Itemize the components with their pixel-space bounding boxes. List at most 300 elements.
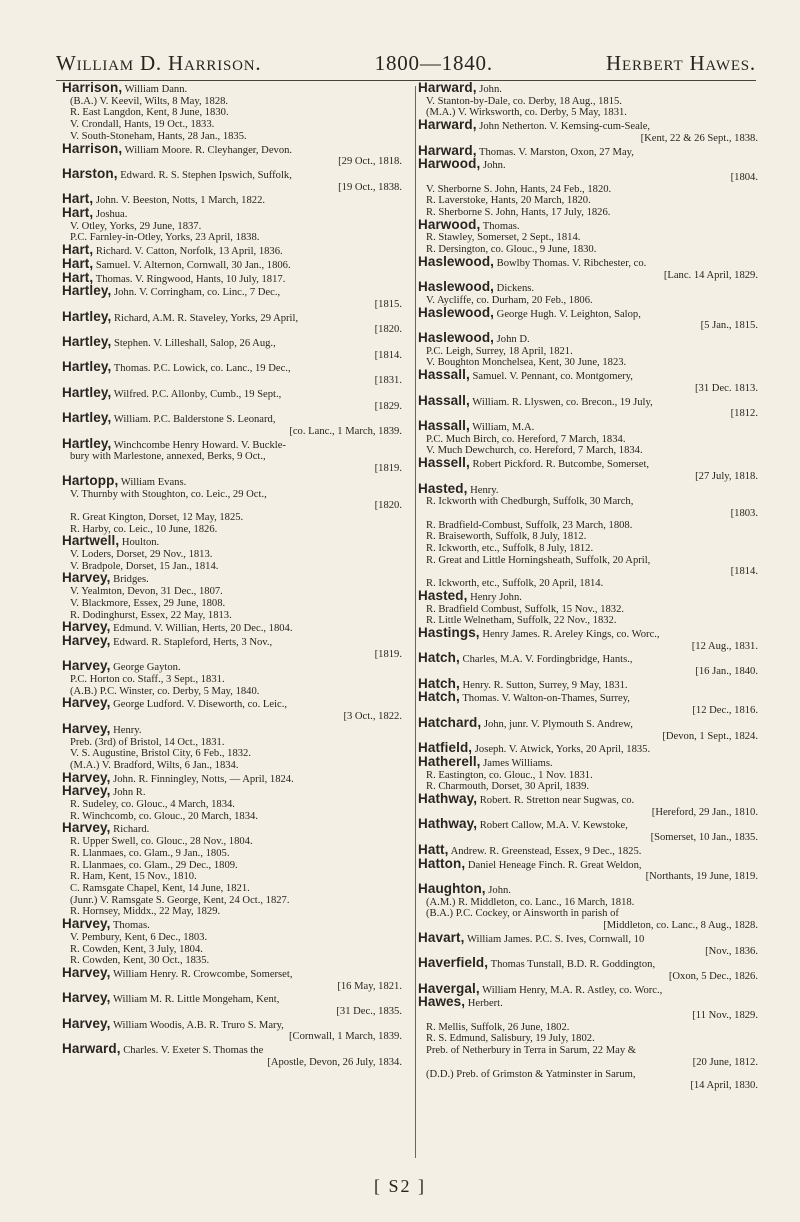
preferment-line: [Northants, 19 June, 1819. [645, 871, 758, 883]
index-entry [418, 818, 758, 843]
index-entry [418, 691, 758, 716]
entry-heading [62, 1043, 402, 1057]
preferment-line: [Kent, 22 & 26 Sept., 1838. [640, 132, 758, 144]
surname: Hasted, [418, 587, 468, 603]
preferment-line: [1820. [374, 500, 402, 512]
preferment-line: R. Hornsey, Middx., 22 May, 1829. [70, 906, 221, 918]
entry-heading [418, 281, 758, 295]
index-entry [62, 165, 402, 193]
preferment-line: V. South-Stoneham, Hants, 28 Jan., 1835. [70, 130, 247, 142]
preferment-line: [16 May, 1821. [337, 980, 402, 992]
entry-heading [418, 841, 758, 858]
surname: Hart, [62, 242, 94, 258]
entry-heading [418, 818, 758, 832]
surname: Hathway, [418, 791, 478, 807]
entry-heading [418, 216, 758, 233]
surname: Hatfield, [418, 740, 473, 756]
index-entry [62, 207, 402, 244]
surname: Harrison, [62, 80, 123, 95]
index-entry [62, 412, 402, 437]
preferment-line: V. Much Dewchurch, co. Hereford, 7 March, 1834. [426, 445, 643, 457]
preferment-line: R. Dersington, co. Glouc., 9 June, 1830. [426, 244, 597, 256]
surname: Haslewood, [418, 253, 495, 269]
preferment-line: R. Mellis, Suffolk, 26 June, 1802. [426, 1021, 570, 1033]
entry-heading [418, 253, 758, 270]
index-entry [62, 785, 402, 822]
index-entry [62, 384, 402, 412]
preferment-line: V. Bradpole, Dorset, 15 Jan., 1814. [70, 560, 219, 572]
index-entry [418, 480, 758, 590]
preferment-line: P.C. Leigh, Surrey, 18 April, 1821. [426, 345, 573, 357]
entry-detail: William Moore. R. Cleyhanger, Devon. [122, 144, 293, 156]
preferment-line: [Hereford, 29 Jan., 1810. [651, 806, 758, 818]
surname: Harwood, [418, 156, 481, 172]
preferment-line: V. Crondall, Hants, 19 Oct., 1833. [70, 119, 215, 131]
surname: Harvey, [62, 769, 111, 785]
entry-detail: William Dann. [122, 84, 188, 95]
entry-heading [62, 384, 402, 401]
index-entry [62, 992, 402, 1017]
entry-heading [418, 691, 758, 705]
preferment-line: P.C. Farnley-in-Otley, Yorks, 23 April, 1838. [70, 232, 260, 244]
preferment-line: R. Bradfield Combust, Suffolk, 15 Nov., 1832. [426, 603, 625, 615]
surname: Hatch, [418, 675, 460, 691]
entry-heading [418, 980, 758, 997]
preferment-line: R. Braiseworth, Suffolk, 8 July, 1812. [426, 531, 587, 543]
entry-detail: Thomas. V. Walton-on-Thames, Surrey, [459, 693, 630, 705]
preferment-line: [Cornwall, 1 March, 1839. [289, 1031, 402, 1043]
preferment-line: R. Cowden, Kent, 30 Oct., 1835. [70, 955, 210, 967]
index-entry [62, 697, 402, 722]
surname: Hassall, [418, 392, 470, 408]
index-entry [62, 472, 402, 536]
index-entry [418, 675, 758, 692]
index-entry [418, 957, 758, 982]
preferment-line: R. Winchcomb, co. Glouc., 20 March, 1834. [70, 810, 258, 822]
preferment-line: V. Loders, Dorset, 29 Nov., 1813. [70, 549, 213, 561]
entry-detail: William Evans. [118, 476, 187, 488]
running-head [56, 28, 756, 81]
entry-detail: John. [476, 84, 502, 95]
entry-heading [62, 822, 402, 836]
preferment-line: [Lanc. 14 April, 1829. [663, 269, 758, 281]
entry-heading [62, 336, 402, 350]
entry-detail: William Woodis, A.B. R. Truro S. Mary, [110, 1019, 284, 1031]
entry-detail: William M. R. Little Mongeham, Kent, [110, 994, 280, 1006]
preferment-line: (A.B.) P.C. Winster, co. Derby, 5 May, 1840. [70, 685, 260, 697]
entry-detail: Thomas. V. Marston, Oxon, 27 May, [476, 146, 634, 158]
index-entry [62, 140, 402, 168]
index-entry [62, 769, 402, 786]
surname: Havergal, [418, 980, 480, 996]
entry-heading [418, 855, 758, 872]
preferment-line: R. S. Edmund, Salisbury, 19 July, 1802. [426, 1033, 595, 1045]
preferment-line: [Somerset, 10 Jan., 1835. [650, 832, 758, 844]
entry-detail: Henry James. R. Areley Kings, co. Worc., [479, 628, 660, 640]
surname: Hartley, [62, 384, 112, 400]
surname: Hartley, [62, 334, 112, 350]
preferment-line: [3 Oct., 1822. [343, 711, 402, 723]
surname: Harward, [62, 1041, 121, 1057]
preferment-line: R. Ickworth, etc., Suffolk, 20 April, 1814. [426, 578, 604, 590]
entry-detail: Joshua. [93, 209, 128, 221]
surname: Harvey, [62, 632, 111, 648]
header-left: William D. Harrison. [56, 51, 262, 75]
entry-heading [62, 244, 402, 258]
preferment-line: V. Blackmore, Essex, 29 June, 1808. [70, 597, 226, 609]
preferment-line: R. Ickworth, etc., Suffolk, 8 July, 1812. [426, 543, 594, 555]
entry-heading [62, 572, 402, 586]
preferment-line: R. Laverstoke, Hants, 20 March, 1820. [426, 195, 591, 207]
entry-detail: Thomas. [480, 220, 520, 232]
entry-heading [418, 480, 758, 497]
entry-detail: Robert. R. Stretton near Sugwas, co. [477, 795, 635, 807]
entry-detail: Richard. [110, 824, 150, 836]
index-entry [62, 244, 402, 258]
entry-detail: Charles. V. Exeter S. Thomas the [120, 1045, 264, 1057]
index-entry [418, 587, 758, 627]
header-center: 1800—1840. [374, 51, 493, 75]
preferment-line: [1819. [374, 648, 402, 660]
preferment-line: [1829. [374, 400, 402, 412]
entry-detail: Robert Pickford. R. Butcombe, Somerset, [469, 459, 650, 471]
entry-detail: Edward. R. Stapleford, Herts, 3 Nov., [110, 636, 273, 648]
entry-detail: William. R. Llyswen, co. Brecon., 19 July, [469, 396, 653, 408]
entry-heading [62, 285, 402, 299]
entry-detail: Henry. R. Sutton, Surrey, 9 May, 1831. [459, 679, 628, 691]
entry-heading [418, 714, 758, 731]
header-right: Herbert Hawes. [606, 51, 756, 75]
preferment-line: (D.D.) Preb. of Grimston & Yatminster in Sarum, [426, 1068, 636, 1080]
surname: Harward, [418, 142, 477, 158]
entry-detail: Bridges. [110, 574, 149, 586]
preferment-line: bury with Marlestone, annexed, Berks, 9 Oct., [70, 451, 266, 463]
preferment-line: [11 Nov., 1829. [692, 1010, 758, 1022]
entry-detail: Thomas. V. Ringwood, Hants, 10 July, 1817. [93, 273, 286, 285]
preferment-line: R. Great Kington, Dorset, 12 May, 1825. [70, 511, 244, 523]
preferment-line: V. Boughton Monchelsea, Kent, 30 June, 1823. [426, 357, 627, 369]
surname: Hasted, [418, 480, 468, 496]
entry-heading [62, 621, 402, 635]
entry-detail: Charles, M.A. V. Fordingbridge, Hants., [459, 654, 633, 666]
surname: Harvey, [62, 990, 111, 1006]
preferment-line: R. Dodinghurst, Essex, 22 May, 1813. [70, 609, 232, 621]
entry-detail: John R. [110, 787, 146, 799]
entry-heading [418, 158, 758, 172]
entry-heading [62, 412, 402, 426]
entry-heading [62, 769, 402, 786]
index-entry [418, 392, 758, 420]
entry-detail: Edward. R. S. Stephen Ipswich, Suffolk, [117, 169, 292, 181]
surname: Haslewood, [418, 330, 495, 346]
entry-heading [418, 82, 758, 96]
entry-detail: Richard, A.M. R. Staveley, Yorks, 29 April, [111, 312, 299, 324]
surname: Hatch, [418, 689, 460, 705]
index-entry [418, 929, 758, 957]
index-entry [62, 632, 402, 660]
entry-heading [418, 996, 758, 1010]
signature-mark: [ S2 ] [374, 1176, 426, 1196]
index-entry [62, 572, 402, 621]
index-entry [62, 1015, 402, 1043]
index-entry [62, 269, 402, 286]
surname: Hartopp, [62, 472, 119, 488]
preferment-line: V. S. Augustine, Bristol City, 6 Feb., 1832. [70, 748, 251, 760]
preferment-line: R. Eastington, co. Glouc., 1 Nov. 1831. [426, 769, 593, 781]
preferment-line: [14 April, 1830. [690, 1080, 758, 1092]
surname: Harvey, [62, 619, 111, 635]
preferment-line: R. East Langdon, Kent, 8 June, 1830. [70, 107, 229, 119]
preferment-line: [16 Jan., 1840. [695, 666, 758, 678]
entry-heading [62, 269, 402, 286]
preferment-line: [1803. [730, 507, 758, 519]
surname: Havart, [418, 929, 465, 945]
index-entry [62, 964, 402, 992]
entry-detail: William. P.C. Balderstone S. Leonard, [111, 414, 276, 426]
preferment-line: [co. Lanc., 1 March, 1839. [289, 425, 402, 437]
preferment-line: (M.A.) V. Bradford, Wilts, 6 Jan., 1834. [70, 759, 239, 771]
entry-heading [62, 964, 402, 981]
surname: Hatton, [418, 855, 466, 871]
index-entry [418, 457, 758, 482]
index-entry [62, 660, 402, 697]
preferment-line: (B.A.) P.C. Cockey, or Ainsworth in parish of [426, 908, 619, 920]
entry-heading [62, 785, 402, 799]
surname: Harvey, [62, 916, 111, 932]
surname: Hartley, [62, 308, 112, 324]
entry-detail: John. R. Finningley, Notts, — April, 1824. [110, 773, 294, 785]
index-entry [418, 624, 758, 652]
entry-detail: Henry. [110, 724, 142, 736]
surname: Hartley, [62, 435, 112, 451]
index-entry [62, 621, 402, 635]
entry-detail: Henry John. [467, 591, 522, 603]
surname: Harrison, [62, 140, 123, 156]
entry-heading [62, 140, 402, 157]
preferment-line: [1815. [374, 298, 402, 310]
entry-heading [62, 720, 402, 737]
entry-detail: Samuel. V. Pennant, co. Montgomery, [469, 371, 633, 383]
entry-heading [62, 165, 402, 182]
preferment-line: R. Bradfield-Combust, Suffolk, 23 March, 1808. [426, 519, 633, 531]
preferment-line: [Nov., 1836. [705, 945, 758, 957]
entry-heading [418, 753, 758, 770]
entry-detail: John D. [494, 334, 530, 346]
index-entry [62, 435, 402, 475]
index-entry [418, 753, 758, 793]
surname: Harwood, [418, 216, 481, 232]
preferment-line: [19 Oct., 1838. [338, 181, 402, 193]
preferment-line: [Apostle, Devon, 26 July, 1834. [267, 1056, 402, 1068]
preferment-line: [1814. [374, 349, 402, 361]
entry-detail: William Henry. R. Crowcombe, Somerset, [110, 968, 293, 980]
surname: Hassall, [418, 417, 470, 433]
entry-heading [418, 369, 758, 383]
preferment-line: [1819. [374, 463, 402, 475]
surname: Hatchard, [418, 714, 482, 730]
index-entry [62, 193, 402, 207]
surname: Hart, [62, 205, 94, 221]
index-entry [418, 82, 758, 119]
preferment-line: V. Otley, Yorks, 29 June, 1837. [70, 220, 202, 232]
index-entry [418, 417, 758, 457]
preferment-line: [5 Jan., 1815. [700, 320, 758, 332]
surname: Hatch, [418, 650, 460, 666]
surname: Harvey, [62, 570, 111, 586]
preferment-line: V. Sherborne S. John, Hants, 24 Feb., 1820. [426, 183, 612, 195]
surname: Harvey, [62, 658, 111, 674]
index-entry [62, 1043, 402, 1068]
entry-detail: Joseph. V. Atwick, Yorks, 20 April, 1835. [472, 744, 651, 756]
entry-heading [418, 929, 758, 946]
entry-detail: Thomas. [110, 920, 150, 932]
surname: Hartley, [62, 283, 112, 299]
preferment-line: R. Upper Swell, co. Glouc., 28 Nov., 1804. [70, 836, 253, 848]
index-entry [418, 332, 758, 369]
entry-detail: Herbert. [465, 998, 503, 1010]
index-entry [418, 996, 758, 1092]
preferment-line: V. Yealmton, Devon, 31 Dec., 1807. [70, 586, 223, 598]
preferment-line: R. Great and Little Horningsheath, Suffolk, 20 April, [426, 554, 651, 566]
entry-detail: John. [485, 885, 511, 896]
entry-detail: Thomas Tunstall, B.D. R. Goddington, [488, 959, 656, 971]
entry-heading [62, 660, 402, 674]
entry-detail: James Williams. [480, 757, 553, 769]
index-entry [418, 855, 758, 883]
preferment-line: R. Stawley, Somerset, 2 Sept., 1814. [426, 232, 581, 244]
entry-detail: Andrew. R. Greenstead, Essex, 9 Dec., 1825. [448, 845, 642, 857]
surname: Hastings, [418, 624, 480, 640]
preferment-line: R. Sherborne S. John, Hants, 17 July, 1826. [426, 207, 611, 219]
entry-heading [418, 392, 758, 409]
surname: Hatt, [418, 841, 449, 857]
preferment-line: [Oxon, 5 Dec., 1826. [668, 970, 758, 982]
entry-heading [418, 119, 758, 133]
index-entry [418, 158, 758, 219]
index-entry [418, 714, 758, 742]
entry-heading [62, 207, 402, 221]
preferment-line: [31 Dec., 1835. [336, 1006, 402, 1018]
entry-detail: William Henry, M.A. R. Astley, co. Worc., [479, 984, 663, 996]
index-entry [418, 652, 758, 677]
preferment-line: [12 Dec., 1816. [692, 705, 758, 717]
preferment-line: [Devon, 1 Sept., 1824. [662, 730, 758, 742]
surname: Haslewood, [418, 304, 495, 320]
surname: Hart, [62, 191, 94, 207]
entry-detail: Dickens. [494, 283, 535, 295]
surname: Harvey, [62, 820, 111, 836]
entry-heading [62, 992, 402, 1006]
surname: Hawes, [418, 994, 466, 1010]
preferment-line: R. Sudeley, co. Glouc., 4 March, 1834. [70, 799, 235, 811]
preferment-line: [1831. [374, 375, 402, 387]
surname: Harvey, [62, 964, 111, 980]
entry-detail: Richard. V. Catton, Norfolk, 13 April, 1836. [93, 246, 283, 258]
entry-detail: Daniel Heneage Finch. R. Great Weldon, [465, 859, 642, 871]
preferment-line: V. Aycliffe, co. Durham, 20 Feb., 1806. [426, 294, 593, 306]
columns [62, 80, 758, 1172]
entry-heading [62, 918, 402, 932]
entry-heading [62, 255, 402, 272]
entry-heading [62, 535, 402, 549]
preferment-line: Preb. of Netherbury in Terra in Sarum, 22 May & [426, 1045, 637, 1057]
index-entry [62, 308, 402, 336]
preferment-line: C. Ramsgate Chapel, Kent, 14 June, 1821. [70, 883, 250, 894]
entry-detail: Stephen. V. Lilleshall, Salop, 26 Aug., [111, 338, 276, 350]
entry-heading [62, 193, 402, 207]
entry-detail: Winchcombe Henry Howard. V. Buckle- [111, 439, 286, 451]
entry-detail: John Netherton. V. Kemsing-cum-Seale, [476, 121, 651, 133]
entry-heading [418, 675, 758, 692]
entry-heading [418, 957, 758, 971]
surname: Hart, [62, 269, 94, 285]
preferment-line: R. Little Welnetham, Suffolk, 22 Nov., 1832. [426, 615, 617, 627]
surname: Hathway, [418, 816, 478, 832]
entry-detail: Bowlby Thomas. V. Ribchester, co. [494, 257, 647, 269]
entry-heading [418, 883, 758, 897]
entry-heading [62, 308, 402, 325]
index-entry [62, 535, 402, 572]
entry-heading [62, 361, 402, 375]
preferment-line: V. Stanton-by-Dale, co. Derby, 18 Aug., 1815. [426, 95, 622, 107]
preferment-line: [31 Dec. 1813. [695, 382, 758, 394]
index-entry [418, 369, 758, 394]
surname: Harward, [418, 117, 477, 133]
entry-detail: Robert Callow, M.A. V. Kewstoke, [477, 820, 628, 832]
preferment-line: R. Harby, co. Leic., 10 June, 1826. [70, 523, 218, 535]
entry-detail: John. V. Beeston, Notts, 1 March, 1822. [93, 195, 266, 207]
entry-detail: Thomas. P.C. Lowick, co. Lanc., 19 Dec., [111, 363, 291, 375]
right-column [418, 82, 758, 1092]
preferment-line: V. Pembury, Kent, 6 Dec., 1803. [70, 931, 208, 943]
entry-heading [62, 632, 402, 649]
entry-detail: John. [480, 160, 506, 172]
preferment-line: P.C. Horton co. Staff., 3 Sept., 1831. [70, 674, 225, 686]
preferment-line: Preb. (3rd) of Bristol, 14 Oct., 1831. [70, 736, 225, 748]
index-entry [418, 304, 758, 332]
entry-detail: George Hugh. V. Leighton, Salop, [494, 308, 641, 320]
preferment-line: R. Cowden, Kent, 3 July, 1804. [70, 943, 203, 955]
surname: Harvey, [62, 1015, 111, 1031]
entry-heading [418, 457, 758, 471]
preferment-line: (M.A.) V. Wirksworth, co. Derby, 5 May, 1831. [426, 107, 627, 119]
preferment-line: R. Llanmaes, co. Glam., 29 Dec., 1809. [70, 859, 238, 871]
preferment-line: [20 June, 1812. [692, 1056, 758, 1068]
entry-detail: Wilfred. P.C. Allonby, Cumb., 19 Sept., [111, 388, 282, 400]
preferment-line: [1814. [730, 566, 758, 578]
entry-detail: William James. P.C. S. Ives, Cornwall, 10 [464, 933, 645, 945]
index-entry [62, 255, 402, 272]
index-entry [418, 216, 758, 256]
preferment-line: (B.A.) V. Keevil, Wilts, 8 May, 1828. [70, 95, 229, 107]
surname: Hartwell, [62, 533, 120, 549]
index-entry [418, 841, 758, 858]
index-entry [418, 281, 758, 306]
preferment-line: V. Thurnby with Stoughton, co. Leic., 29 Oct., [70, 488, 267, 500]
preferment-line: [Middleton, co. Lanc., 8 Aug., 1828. [603, 920, 758, 932]
index-entry [418, 883, 758, 932]
surname: Hassell, [418, 455, 470, 471]
entry-heading [62, 472, 402, 489]
index-entry [62, 82, 402, 143]
index-entry [62, 918, 402, 967]
entry-detail: George Gayton. [110, 662, 181, 674]
surname: Haughton, [418, 881, 486, 896]
entry-heading [62, 1015, 402, 1032]
preferment-line: [1812. [730, 408, 758, 420]
preferment-line: [1820. [374, 324, 402, 336]
surname: Haverfield, [418, 955, 489, 971]
